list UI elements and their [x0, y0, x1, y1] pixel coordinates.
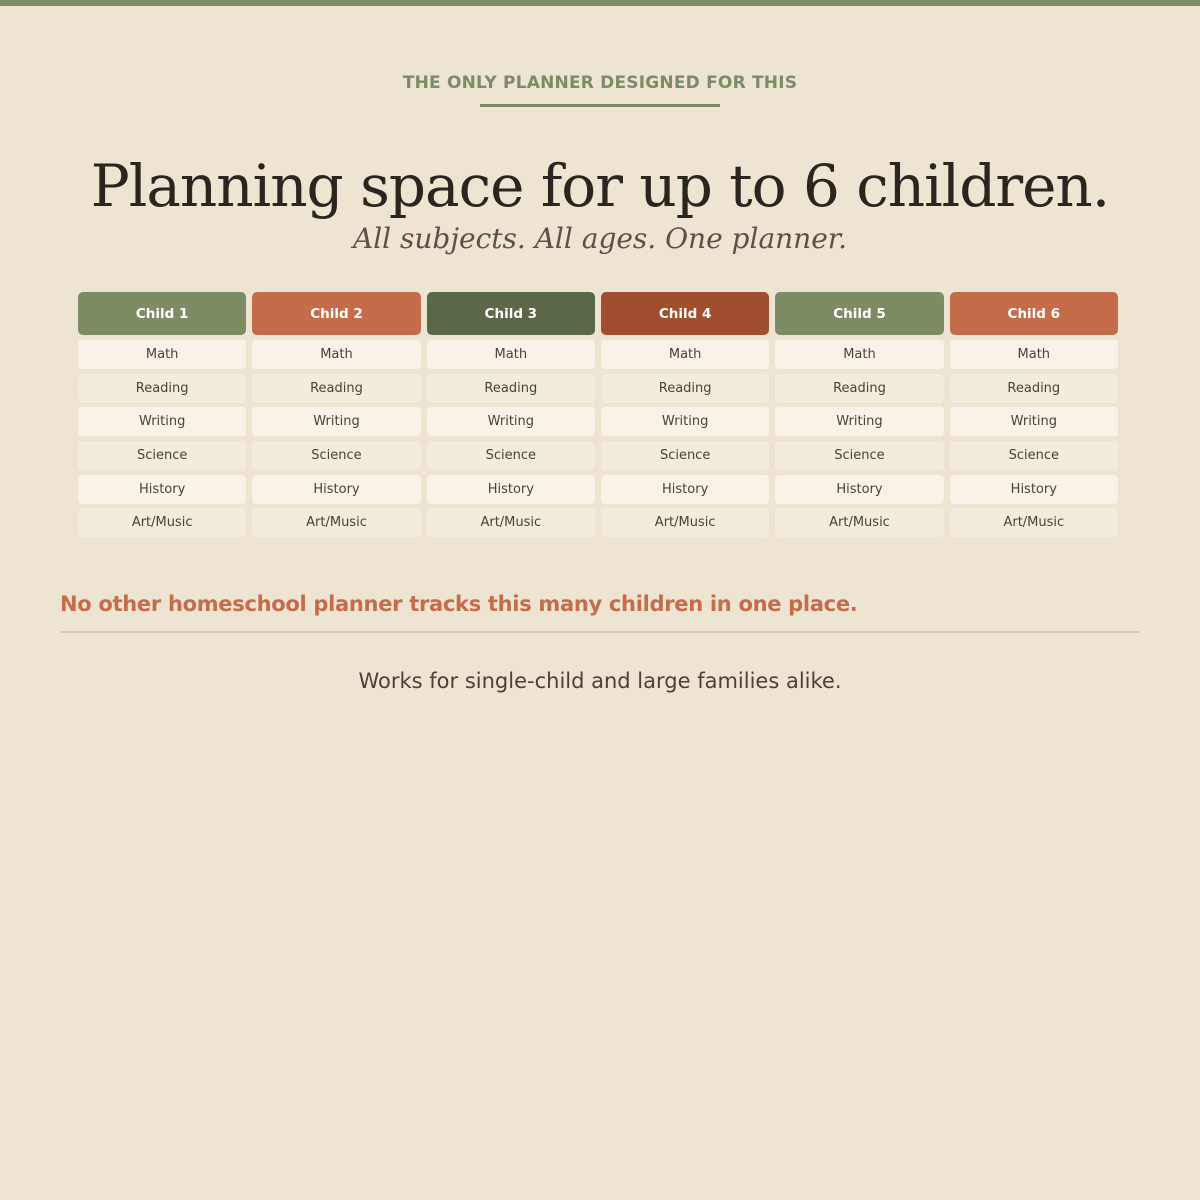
subject-cell: Writing	[252, 407, 420, 436]
subject-cell: Reading	[601, 374, 769, 403]
subject-cell: History	[427, 475, 595, 504]
children-subject-grid	[78, 292, 1118, 542]
subject-cell: Writing	[950, 407, 1118, 436]
page-title: Planning space for up to 6 children.	[90, 152, 1110, 220]
section-divider	[60, 631, 1140, 633]
subject-cell: Writing	[601, 407, 769, 436]
subject-cell: Science	[78, 441, 246, 470]
child-column	[950, 292, 1118, 542]
child-header: Child 2	[252, 292, 420, 335]
child-column	[252, 292, 420, 542]
subject-cell: Math	[252, 340, 420, 369]
subject-cell: History	[950, 475, 1118, 504]
subject-cell: Reading	[427, 374, 595, 403]
subject-cell: Reading	[950, 374, 1118, 403]
subject-cell: Writing	[775, 407, 943, 436]
eyebrow-underline	[480, 104, 720, 107]
callout-text: No other homeschool planner tracks this many children in one place.	[60, 592, 858, 616]
subject-cell: Art/Music	[775, 508, 943, 537]
subject-cell: Reading	[775, 374, 943, 403]
subject-cell: Math	[775, 340, 943, 369]
subject-cell: Art/Music	[78, 508, 246, 537]
subject-cell: Science	[252, 441, 420, 470]
subject-cell: Art/Music	[427, 508, 595, 537]
child-header: Child 4	[601, 292, 769, 335]
child-column	[427, 292, 595, 542]
subject-cell: History	[78, 475, 246, 504]
eyebrow-label: THE ONLY PLANNER DESIGNED FOR THIS	[402, 73, 798, 93]
subject-cell: Math	[427, 340, 595, 369]
subject-cell: Science	[775, 441, 943, 470]
child-column	[601, 292, 769, 542]
footer-note: Works for single-child and large families alike.	[358, 669, 842, 693]
subject-cell: Art/Music	[601, 508, 769, 537]
subject-cell: History	[601, 475, 769, 504]
subject-cell: Science	[601, 441, 769, 470]
child-column	[78, 292, 246, 542]
subject-cell: Math	[78, 340, 246, 369]
subject-cell: Science	[427, 441, 595, 470]
subject-cell: Science	[950, 441, 1118, 470]
subject-cell: History	[252, 475, 420, 504]
child-header: Child 1	[78, 292, 246, 335]
child-header: Child 3	[427, 292, 595, 335]
page-subtitle: All subjects. All ages. One planner.	[353, 222, 847, 255]
subject-cell: Math	[950, 340, 1118, 369]
subject-cell: Reading	[78, 374, 246, 403]
subject-cell: Reading	[252, 374, 420, 403]
top-accent-bar	[0, 0, 1200, 6]
subject-cell: Art/Music	[950, 508, 1118, 537]
subject-cell: History	[775, 475, 943, 504]
subject-cell: Art/Music	[252, 508, 420, 537]
child-header: Child 5	[775, 292, 943, 335]
child-header: Child 6	[950, 292, 1118, 335]
subject-cell: Writing	[427, 407, 595, 436]
subject-cell: Writing	[78, 407, 246, 436]
child-column	[775, 292, 943, 542]
subject-cell: Math	[601, 340, 769, 369]
